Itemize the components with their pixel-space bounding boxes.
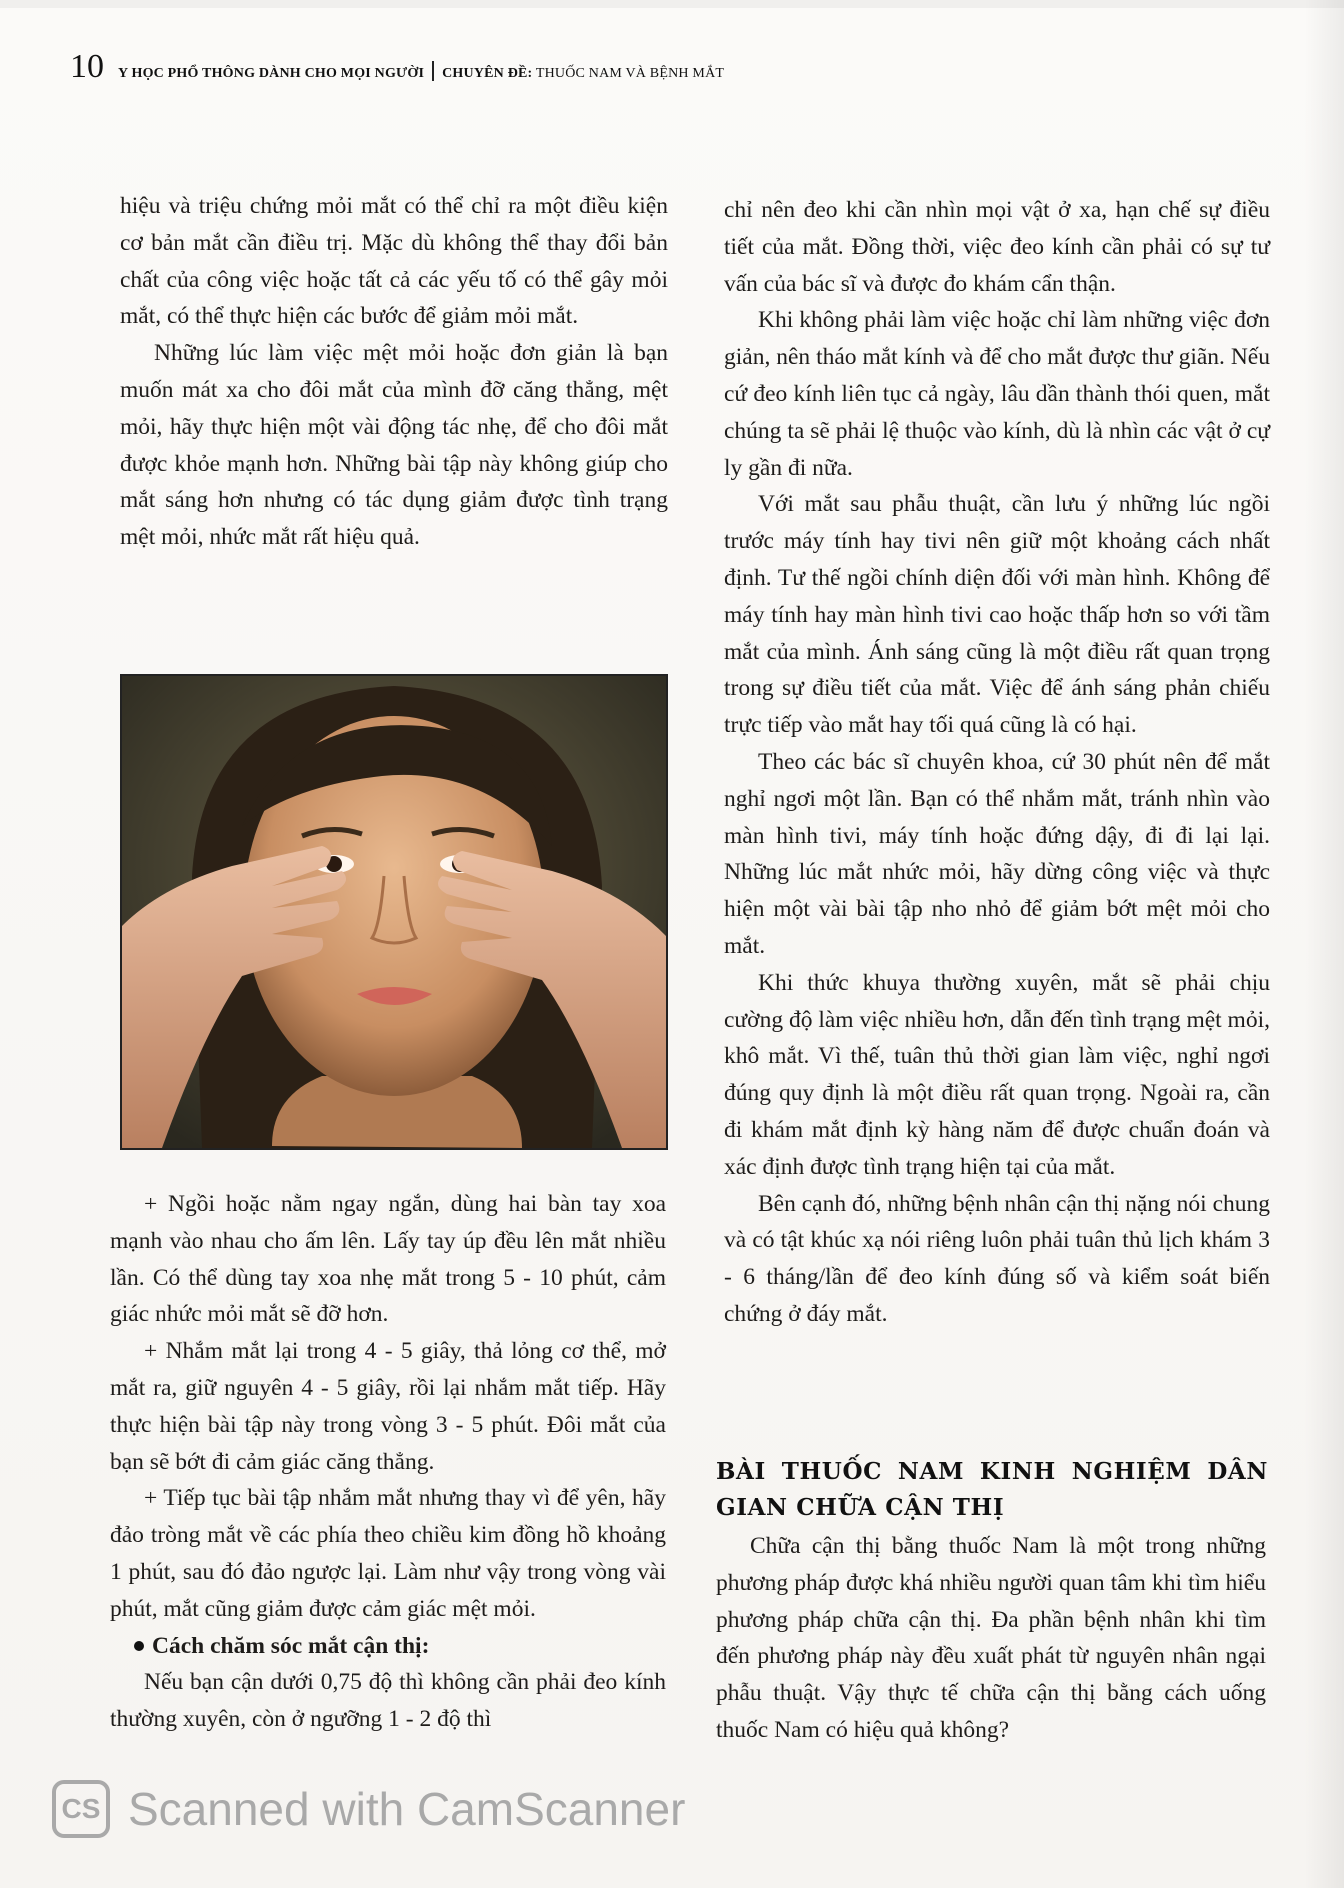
paragraph: Khi không phải làm việc hoặc chỉ làm những việc đơn giản, nên tháo mắt kính và để cho mắt được thư giãn. Nếu cứ đeo kính liên tục cả ngày, lâu dần thành thói quen, mắt chúng ta sẽ phải lệ thuộc vào kính, dù là nhìn các vật ở cự ly gần đi nữa. (724, 307, 1270, 481)
topic-prefix: CHUYÊN ĐỀ: (442, 66, 533, 81)
bullet-heading-text: Cách chăm sóc mắt cận thị: (152, 1632, 430, 1659)
section-body (716, 1528, 1266, 1749)
topic-label (442, 66, 724, 82)
exercise-paragraph: + Ngồi hoặc nằm ngay ngắn, dùng hai bàn tay xoa mạnh vào nhau cho ấm lên. Lấy tay úp đều lên mắt nhiều lần. Có thể dùng tay xoa nhẹ mắt trong 5 - 10 phút, cảm giác nhức mỏi mắt sẽ đỡ hơn. (110, 1191, 666, 1328)
bullet-heading (110, 1628, 666, 1665)
paragraph: hiệu và triệu chứng mỏi mắt có thể chỉ ra một điều kiện cơ bản mắt cần điều trị. Mặc dù không thể thay đổi bản chất của công việc hoặc tất cả các yếu tố có thể gây mỏi mắt, có thể thực hiện các bước để giảm mỏi mắt. (120, 193, 668, 330)
right-column (724, 192, 1270, 1333)
page-number: 10 (70, 48, 104, 85)
paragraph: Những lúc làm việc mệt mỏi hoặc đơn giản là bạn muốn mát xa cho đôi mắt của mình đỡ căng thẳng, mệt mỏi, hãy thực hiện một vài động tác nhẹ, để cho đôi mắt được khỏe mạnh hơn. Những bài tập này không giúp cho mắt sáng hơn nhưng có tác dụng giảm được tình trạng mệt mỏi, nhức mắt rất hiệu quả. (120, 340, 668, 551)
bullet-dot-icon (134, 1641, 144, 1651)
exercise-paragraph: + Nhắm mắt lại trong 4 - 5 giây, thả lỏng cơ thể, mở mắt ra, giữ nguyên 4 - 5 giây, rồi lại nhắm mắt tiếp. Hãy thực hiện bài tập này trong vòng 3 - 5 phút. Đôi mắt của bạn sẽ bớt đi cảm giác căng thẳng. (110, 1338, 666, 1475)
section-heading: BÀI THUỐC NAM KINH NGHIỆM DÂN GIAN CHỮA CẬN THỊ (716, 1458, 1268, 1521)
paragraph: Chữa cận thị bằng thuốc Nam là một trong những phương pháp được khá nhiều người quan tâm khi tìm hiểu phương pháp chữa cận thị. Đa phần bệnh nhân khi tìm đến phương pháp này đều xuất phát từ nguyên nhân ngại phẫu thuật. Vậy thực tế chữa cận thị bằng cách uống thuốc Nam có hiệu quả không? (716, 1533, 1266, 1743)
left-column-top (120, 188, 668, 556)
camscanner-logo-icon: CS (52, 1780, 110, 1838)
exercise-paragraph: + Tiếp tục bài tập nhắm mắt nhưng thay vì để yên, hãy đảo tròng mắt về các phía theo chiều kim đồng hồ khoảng 1 phút, sau đó đảo ngược lại. Làm như vậy trong vòng vài phút, mắt cũng giảm được cảm giác mệt mỏi. (110, 1485, 666, 1622)
left-column-bottom (110, 1186, 666, 1738)
paragraph: chỉ nên đeo khi cần nhìn mọi vật ở xa, hạn chế sự điều tiết của mắt. Đồng thời, việc đeo kính cần phải có sự tư vấn của bác sĩ và được đo khám cẩn thận. (724, 197, 1270, 297)
paragraph: Nếu bạn cận dưới 0,75 độ thì không cần phải đeo kính thường xuyên, còn ở ngưỡng 1 - 2 độ thì (110, 1669, 666, 1733)
woman-eye-massage-photo (120, 674, 668, 1150)
watermark-text: Scanned with CamScanner (128, 1783, 686, 1835)
camscanner-watermark (52, 1780, 685, 1838)
paragraph: Với mắt sau phẫu thuật, cần lưu ý những lúc ngồi trước máy tính hay tivi nên giữ một khoảng cách nhất định. Tư thế ngồi chính diện đối với màn hình. Không để máy tính hay màn hình tivi cao hoặc thấp hơn so với tầm mắt của mình. Ánh sáng cũng là một điều rất quan trọng trong sự điều tiết của mắt. Việc để ánh sáng phản chiếu trực tiếp vào mắt hay tối quá cũng là có hại. (724, 491, 1270, 739)
page-edge-shadow (1304, 0, 1344, 1888)
paragraph: Theo các bác sĩ chuyên khoa, cứ 30 phút nên để mắt nghỉ ngơi một lần. Bạn có thể nhắm mắt, tránh nhìn vào màn hình tivi, máy tính hoặc đứng dậy, đi đi lại lại. Những lúc mắt nhức mỏi, hãy dừng công việc và thực hiện một vài bài tập nho nhỏ để giảm bớt mệt mỏi cho mắt. (724, 748, 1270, 959)
photo-illustration (122, 676, 666, 1148)
topic-title: THUỐC NAM VÀ BỆNH MẮT (532, 66, 725, 81)
publication-title: Y HỌC PHỔ THÔNG DÀNH CHO MỌI NGƯỜI (118, 66, 425, 81)
page-top-edge (0, 0, 1344, 8)
page-header (70, 48, 724, 86)
paragraph: Khi thức khuya thường xuyên, mắt sẽ phải chịu cường độ làm việc nhiều hơn, dẫn đến tình trạng mệt mỏi, khô mắt. Vì thế, tuân thủ thời gian làm việc, nghỉ ngơi đúng quy định là một điều rất quan trọng. Ngoài ra, cần đi khám mắt định kỳ hàng năm để được chuẩn đoán và xác định được tình trạng hiện tại của mắt. (724, 969, 1270, 1180)
paragraph: Bên cạnh đó, những bệnh nhân cận thị nặng nói chung và có tật khúc xạ nói riêng luôn phải tuân thủ lịch khám 3 - 6 tháng/lần để đeo kính đúng số và kiểm soát biến chứng ở đáy mắt. (724, 1190, 1270, 1327)
header-divider (432, 61, 434, 81)
